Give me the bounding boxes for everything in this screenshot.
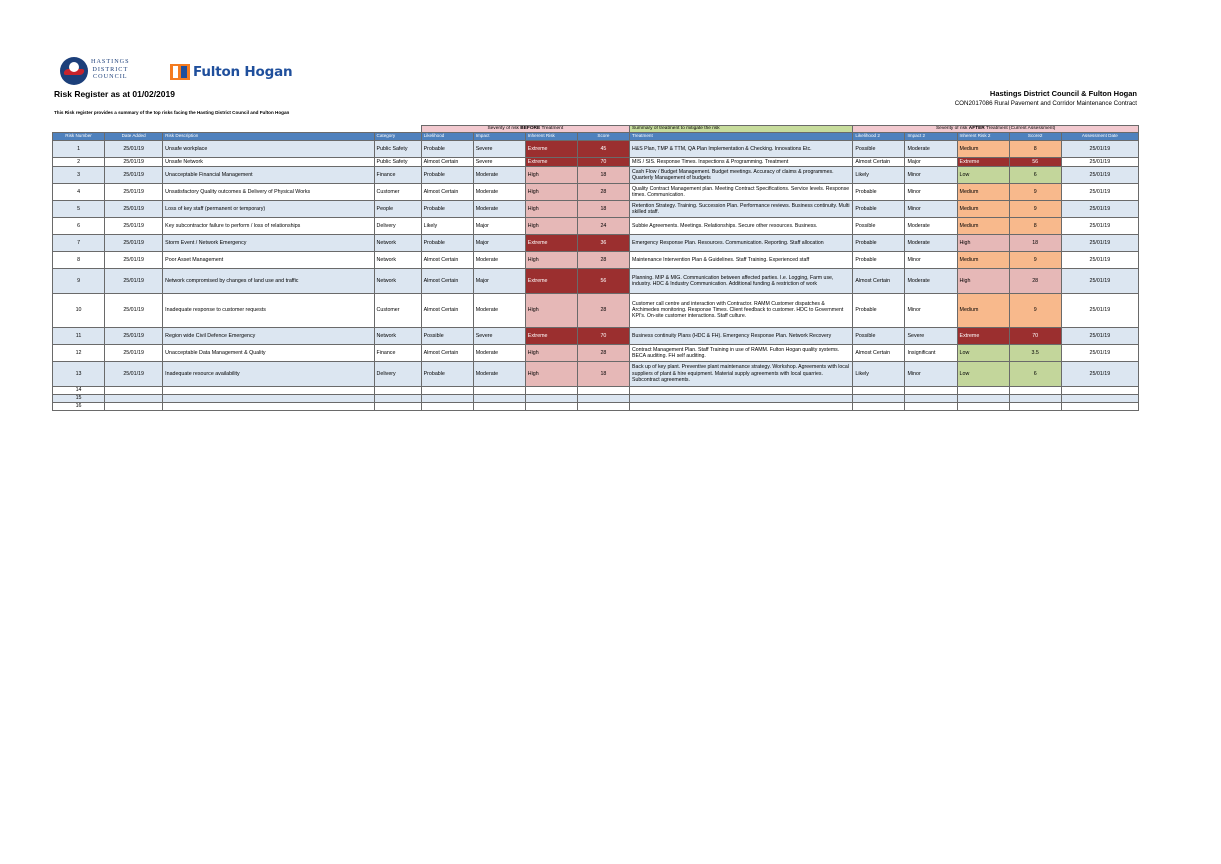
table-cell: 18 bbox=[577, 166, 629, 183]
table-cell bbox=[1009, 386, 1061, 394]
fulton-hogan-wordmark: Fulton Hogan bbox=[193, 64, 293, 80]
table-cell bbox=[421, 394, 473, 402]
table-cell: People bbox=[374, 200, 421, 217]
table-cell: 3 bbox=[53, 166, 105, 183]
table-cell: 25/01/19 bbox=[1061, 344, 1138, 361]
table-cell: Probable bbox=[421, 361, 473, 386]
table-cell: Unsafe Network bbox=[163, 157, 374, 166]
table-cell: 3.5 bbox=[1009, 344, 1061, 361]
table-cell bbox=[105, 386, 163, 394]
table-cell: Almost Certain bbox=[421, 293, 473, 327]
table-cell: 56 bbox=[577, 268, 629, 293]
table-cell: Customer call centre and interaction with Contractor. RAMM Customer dispatches & Archimedes monitoring. Response Times. Client feedback to customer. HDC to Government KPI's. On-site customer interactions. Staff culture. bbox=[630, 293, 853, 327]
table-cell: Business continuity Plans (HDC & FH). Emergency Response Plan. Network Recovery bbox=[630, 327, 853, 344]
table-cell: 25/01/19 bbox=[1061, 234, 1138, 251]
table-row bbox=[53, 361, 1139, 386]
table-cell: Probable bbox=[853, 183, 905, 200]
table-cell: Almost Certain bbox=[853, 157, 905, 166]
table-cell: Extreme bbox=[525, 157, 577, 166]
table-cell bbox=[374, 402, 421, 410]
table-cell bbox=[630, 402, 853, 410]
table-cell bbox=[905, 394, 957, 402]
table-cell: Unsafe workplace bbox=[163, 140, 374, 157]
table-cell: High bbox=[525, 166, 577, 183]
table-cell: Customer bbox=[374, 183, 421, 200]
table-cell: 25/01/19 bbox=[1061, 183, 1138, 200]
table-cell: Low bbox=[957, 344, 1009, 361]
table-cell: 25/01/19 bbox=[1061, 166, 1138, 183]
table-cell: High bbox=[957, 268, 1009, 293]
table-cell: 28 bbox=[577, 251, 629, 268]
table-cell: Finance bbox=[374, 344, 421, 361]
table-cell: 25/01/19 bbox=[105, 157, 163, 166]
table-cell: 8 bbox=[1009, 217, 1061, 234]
table-cell: Severe bbox=[473, 140, 525, 157]
table-cell: Moderate bbox=[473, 293, 525, 327]
table-cell: 28 bbox=[1009, 268, 1061, 293]
table-row bbox=[53, 402, 1139, 410]
table-cell: 25/01/19 bbox=[105, 361, 163, 386]
table-cell bbox=[1009, 394, 1061, 402]
table-cell: 25/01/19 bbox=[105, 217, 163, 234]
table-cell: 25/01/19 bbox=[1061, 251, 1138, 268]
table-cell: Probable bbox=[421, 234, 473, 251]
table-cell: 2 bbox=[53, 157, 105, 166]
table-cell: Public Safety bbox=[374, 157, 421, 166]
table-row bbox=[53, 268, 1139, 293]
table-cell: Minor bbox=[905, 183, 957, 200]
table-cell: 13 bbox=[53, 361, 105, 386]
table-cell: Network compromised by changes of land use and traffic bbox=[163, 268, 374, 293]
table-cell: Possible bbox=[421, 327, 473, 344]
table-cell bbox=[853, 386, 905, 394]
table-row bbox=[53, 394, 1139, 402]
table-cell: Region wide Civil Defence Emergency bbox=[163, 327, 374, 344]
table-cell: Probable bbox=[421, 140, 473, 157]
table-cell: Severe bbox=[473, 327, 525, 344]
table-cell: Inadequate response to customer requests bbox=[163, 293, 374, 327]
table-row bbox=[53, 157, 1139, 166]
table-cell: Major bbox=[473, 268, 525, 293]
table-cell: Probable bbox=[853, 234, 905, 251]
table-cell: Planning. MIP & MIG. Communication between affected parties. I.e. Logging, Farm use, industry. HDC & Industry Communication. Additional funding & restriction of work bbox=[630, 268, 853, 293]
table-cell: 25/01/19 bbox=[1061, 200, 1138, 217]
intro-text: This Risk register provides a summary of the top risks facing the Hasting District Council and Fulton Hogan bbox=[54, 110, 290, 115]
table-cell bbox=[957, 386, 1009, 394]
table-cell: Network bbox=[374, 327, 421, 344]
table-cell: Medium bbox=[957, 183, 1009, 200]
table-cell bbox=[421, 386, 473, 394]
column-header: Inherent Risk bbox=[525, 133, 577, 140]
risk-register-table bbox=[52, 125, 1139, 411]
table-cell: 6 bbox=[1009, 361, 1061, 386]
organisation-title: Hastings District Council & Fulton Hogan bbox=[989, 89, 1137, 98]
table-row bbox=[53, 200, 1139, 217]
group-header-row bbox=[53, 126, 1139, 133]
table-cell: Probable bbox=[421, 166, 473, 183]
table-row bbox=[53, 386, 1139, 394]
table-cell bbox=[853, 394, 905, 402]
table-cell: Moderate bbox=[473, 251, 525, 268]
table-cell: 25/01/19 bbox=[1061, 327, 1138, 344]
table-cell bbox=[630, 386, 853, 394]
table-cell: 14 bbox=[53, 386, 105, 394]
table-cell: 25/01/19 bbox=[105, 293, 163, 327]
table-cell: 6 bbox=[1009, 166, 1061, 183]
table-cell: Possible bbox=[853, 217, 905, 234]
table-cell: 12 bbox=[53, 344, 105, 361]
table-row bbox=[53, 251, 1139, 268]
table-cell: Moderate bbox=[473, 344, 525, 361]
table-cell: High bbox=[525, 217, 577, 234]
table-cell: 5 bbox=[53, 200, 105, 217]
table-cell: 25/01/19 bbox=[105, 166, 163, 183]
table-cell bbox=[630, 394, 853, 402]
hdc-logo-text: HASTINGS DISTRICT COUNCIL bbox=[91, 58, 130, 80]
table-cell: 9 bbox=[1009, 251, 1061, 268]
table-cell: MIS / SIS. Response Times. Inspections & Programming. Treatment bbox=[630, 157, 853, 166]
table-cell bbox=[525, 394, 577, 402]
column-header: Score2 bbox=[1009, 133, 1061, 140]
hdc-emblem-icon bbox=[60, 57, 88, 85]
table-row bbox=[53, 327, 1139, 344]
table-cell: Minor bbox=[905, 200, 957, 217]
table-cell bbox=[473, 386, 525, 394]
table-cell: 70 bbox=[577, 157, 629, 166]
table-cell: Delivery bbox=[374, 217, 421, 234]
table-cell: Probable bbox=[853, 200, 905, 217]
table-cell bbox=[905, 386, 957, 394]
table-cell: 25/01/19 bbox=[105, 183, 163, 200]
table-cell: Unsatisfactory Quality outcomes & Delivery of Physical Works bbox=[163, 183, 374, 200]
table-cell: Delivery bbox=[374, 361, 421, 386]
table-cell: Extreme bbox=[525, 234, 577, 251]
table-cell: 8 bbox=[53, 251, 105, 268]
table-cell: 25/01/19 bbox=[105, 200, 163, 217]
table-cell bbox=[163, 402, 374, 410]
table-cell bbox=[525, 386, 577, 394]
table-cell bbox=[853, 402, 905, 410]
table-cell: Almost Certain bbox=[421, 344, 473, 361]
table-cell: 25/01/19 bbox=[1061, 217, 1138, 234]
table-row bbox=[53, 344, 1139, 361]
table-cell: Almost Certain bbox=[421, 183, 473, 200]
table-cell: Moderate bbox=[905, 234, 957, 251]
table-cell: Moderate bbox=[473, 183, 525, 200]
table-cell: 25/01/19 bbox=[1061, 268, 1138, 293]
table-cell: Medium bbox=[957, 293, 1009, 327]
table-cell: Cash Flow / Budget Management. Budget meetings. Accuracy of claims & programmes. Quarterly Management of budgets bbox=[630, 166, 853, 183]
table-cell: Almost Certain bbox=[421, 157, 473, 166]
table-cell: 25/01/19 bbox=[1061, 293, 1138, 327]
table-cell: Almost Certain bbox=[421, 251, 473, 268]
column-header-row bbox=[53, 133, 1139, 140]
table-cell bbox=[374, 394, 421, 402]
table-cell: Major bbox=[473, 234, 525, 251]
table-cell: 6 bbox=[53, 217, 105, 234]
table-cell: High bbox=[525, 361, 577, 386]
table-cell: Loss of key staff (permanent or temporary) bbox=[163, 200, 374, 217]
logo-bar bbox=[58, 56, 318, 88]
table-cell: Probable bbox=[853, 293, 905, 327]
table-cell: Minor bbox=[905, 166, 957, 183]
table-cell: 45 bbox=[577, 140, 629, 157]
table-cell: Minor bbox=[905, 251, 957, 268]
table-cell: 28 bbox=[577, 344, 629, 361]
table-cell: 28 bbox=[577, 183, 629, 200]
table-cell bbox=[1061, 394, 1138, 402]
table-cell: 10 bbox=[53, 293, 105, 327]
table-cell: Moderate bbox=[905, 140, 957, 157]
table-cell: Moderate bbox=[473, 166, 525, 183]
table-cell: Extreme bbox=[525, 327, 577, 344]
table-row bbox=[53, 234, 1139, 251]
table-cell: Possible bbox=[853, 327, 905, 344]
table-cell: Maintenance Intervention Plan & Guidelines. Staff Training. Experienced staff bbox=[630, 251, 853, 268]
table-cell: Extreme bbox=[525, 268, 577, 293]
table-cell: Medium bbox=[957, 200, 1009, 217]
table-cell: 4 bbox=[53, 183, 105, 200]
table-cell: Finance bbox=[374, 166, 421, 183]
table-cell: 25/01/19 bbox=[105, 251, 163, 268]
table-cell: Key subcontractor failure to perform / loss of relationships bbox=[163, 217, 374, 234]
table-cell bbox=[577, 386, 629, 394]
table-cell: Insignificant bbox=[905, 344, 957, 361]
table-cell: Network bbox=[374, 268, 421, 293]
table-cell bbox=[577, 402, 629, 410]
table-cell: 25/01/19 bbox=[105, 327, 163, 344]
table-cell: Likely bbox=[853, 361, 905, 386]
table-row bbox=[53, 217, 1139, 234]
table-cell bbox=[525, 402, 577, 410]
table-cell: 7 bbox=[53, 234, 105, 251]
table-cell bbox=[374, 386, 421, 394]
table-cell: High bbox=[525, 344, 577, 361]
table-cell: Quality Contract Management plan. Meeting Contract Specifications. Service levels. Response times. Communication. bbox=[630, 183, 853, 200]
table-cell: 9 bbox=[1009, 183, 1061, 200]
table-cell: 8 bbox=[1009, 140, 1061, 157]
table-cell: High bbox=[525, 183, 577, 200]
page-title: Risk Register as at 01/02/2019 bbox=[54, 89, 175, 99]
table-cell bbox=[577, 394, 629, 402]
table-cell bbox=[957, 394, 1009, 402]
table-cell: 11 bbox=[53, 327, 105, 344]
table-cell: Extreme bbox=[525, 140, 577, 157]
table-cell: 25/01/19 bbox=[105, 140, 163, 157]
table-cell: Back up of key plant. Preventive plant maintenance strategy. Workshop. Agreements with local suppliers of plant & hire equipment. Material supply agreements with local quarries. Subcontract agreements. bbox=[630, 361, 853, 386]
table-cell: Poor Asset Management bbox=[163, 251, 374, 268]
column-header: Likelihood 2 bbox=[853, 133, 905, 140]
table-cell: Emergency Response Plan. Resources. Communication. Reporting. Staff allocation bbox=[630, 234, 853, 251]
table-cell: High bbox=[525, 293, 577, 327]
fulton-hogan-mark-icon bbox=[170, 64, 190, 80]
table-cell bbox=[473, 402, 525, 410]
table-cell: 18 bbox=[577, 361, 629, 386]
table-cell bbox=[105, 402, 163, 410]
table-cell: 1 bbox=[53, 140, 105, 157]
column-header: Risk Description bbox=[163, 133, 374, 140]
table-cell: Subbie Agreements. Meetings. Relationships. Secure other resources. Business. bbox=[630, 217, 853, 234]
table-cell: 36 bbox=[577, 234, 629, 251]
column-header: Assessment Date bbox=[1061, 133, 1138, 140]
table-cell: 25/01/19 bbox=[1061, 361, 1138, 386]
contract-reference: CON2017086 Rural Pavement and Corridor Maintenance Contract bbox=[954, 100, 1137, 107]
table-cell: Major bbox=[905, 157, 957, 166]
table-cell: 16 bbox=[53, 402, 105, 410]
column-header: Score bbox=[577, 133, 629, 140]
table-cell: Public Safety bbox=[374, 140, 421, 157]
table-cell: 70 bbox=[1009, 327, 1061, 344]
table-cell: 15 bbox=[53, 394, 105, 402]
table-cell: Extreme bbox=[957, 157, 1009, 166]
table-cell: 56 bbox=[1009, 157, 1061, 166]
table-cell: Severe bbox=[905, 327, 957, 344]
table-cell: Minor bbox=[905, 293, 957, 327]
table-cell: Minor bbox=[905, 361, 957, 386]
table-cell bbox=[473, 394, 525, 402]
table-cell: Almost Certain bbox=[853, 268, 905, 293]
column-header: Likelihood bbox=[421, 133, 473, 140]
table-cell: Major bbox=[473, 217, 525, 234]
table-cell: Moderate bbox=[473, 200, 525, 217]
table-cell bbox=[163, 386, 374, 394]
table-row bbox=[53, 166, 1139, 183]
table-cell: 9 bbox=[1009, 293, 1061, 327]
table-cell: Unacceptable Data Management & Quality bbox=[163, 344, 374, 361]
table-row bbox=[53, 293, 1139, 327]
table-cell bbox=[163, 394, 374, 402]
table-cell: Customer bbox=[374, 293, 421, 327]
hastings-district-council-logo bbox=[58, 56, 158, 88]
table-cell: High bbox=[525, 251, 577, 268]
column-header: Impact 2 bbox=[905, 133, 957, 140]
table-cell: Likely bbox=[853, 166, 905, 183]
table-cell: Low bbox=[957, 361, 1009, 386]
fulton-hogan-logo bbox=[170, 63, 292, 81]
table-cell: Severe bbox=[473, 157, 525, 166]
table-cell: 25/01/19 bbox=[105, 268, 163, 293]
table-cell: Medium bbox=[957, 140, 1009, 157]
column-header: Treatment bbox=[630, 133, 853, 140]
table-cell bbox=[105, 394, 163, 402]
table-cell bbox=[957, 402, 1009, 410]
table-cell bbox=[905, 402, 957, 410]
table-cell: Contract Management Plan. Staff Training in use of RAMM. Fulton Hogan quality systems. BECA auditing. FH self auditing. bbox=[630, 344, 853, 361]
table-cell: 18 bbox=[1009, 234, 1061, 251]
table-cell: Low bbox=[957, 166, 1009, 183]
table-cell: H&S Plan, TMP & TTM, QA Plan Implementation & Checking. Innovations Etc. bbox=[630, 140, 853, 157]
table-cell: 25/01/19 bbox=[1061, 140, 1138, 157]
table-cell bbox=[1009, 402, 1061, 410]
table-cell: 24 bbox=[577, 217, 629, 234]
table-cell: Extreme bbox=[957, 327, 1009, 344]
table-row bbox=[53, 140, 1139, 157]
column-header: Date Added bbox=[105, 133, 163, 140]
table-cell: Unacceptable Financial Management bbox=[163, 166, 374, 183]
table-cell: Inadequate resource availability bbox=[163, 361, 374, 386]
table-cell: Retention Strategy. Training. Succession Plan. Performance reviews. Business continuity. Multi skilled staff. bbox=[630, 200, 853, 217]
table-cell: 70 bbox=[577, 327, 629, 344]
before-treatment-group: Severity of risk BEFORE Treatment bbox=[421, 126, 629, 133]
table-cell: 25/01/19 bbox=[105, 234, 163, 251]
treatment-summary-group: Summary of treatment to mitigate the risk bbox=[630, 126, 853, 133]
table-cell: Medium bbox=[957, 217, 1009, 234]
column-header: Risk Number bbox=[53, 133, 105, 140]
table-cell: Network bbox=[374, 234, 421, 251]
table-cell: 18 bbox=[577, 200, 629, 217]
table-cell bbox=[1061, 386, 1138, 394]
table-cell: Moderate bbox=[905, 217, 957, 234]
column-header: Impact bbox=[473, 133, 525, 140]
table-cell: 28 bbox=[577, 293, 629, 327]
table-cell: 9 bbox=[53, 268, 105, 293]
table-cell: High bbox=[957, 234, 1009, 251]
table-cell: Possible bbox=[853, 140, 905, 157]
table-cell: Network bbox=[374, 251, 421, 268]
table-cell: Storm Event / Network Emergency bbox=[163, 234, 374, 251]
table-cell: Moderate bbox=[473, 361, 525, 386]
table-cell bbox=[421, 402, 473, 410]
table-cell: Almost Certain bbox=[421, 268, 473, 293]
table-cell bbox=[1061, 402, 1138, 410]
table-row bbox=[53, 183, 1139, 200]
table-cell: Likely bbox=[421, 217, 473, 234]
table-cell: High bbox=[525, 200, 577, 217]
table-cell: Almost Certain bbox=[853, 344, 905, 361]
column-header: Inherent Risk 2 bbox=[957, 133, 1009, 140]
table-cell: Probable bbox=[421, 200, 473, 217]
column-header: Category bbox=[374, 133, 421, 140]
after-treatment-group: Severity of risk AFTER Treatment (Current Assessment) bbox=[853, 126, 1139, 133]
table-cell: 25/01/19 bbox=[1061, 157, 1138, 166]
table-cell: Medium bbox=[957, 251, 1009, 268]
table-cell: 25/01/19 bbox=[105, 344, 163, 361]
table-cell: Probable bbox=[853, 251, 905, 268]
table-cell: 9 bbox=[1009, 200, 1061, 217]
table-cell: Moderate bbox=[905, 268, 957, 293]
